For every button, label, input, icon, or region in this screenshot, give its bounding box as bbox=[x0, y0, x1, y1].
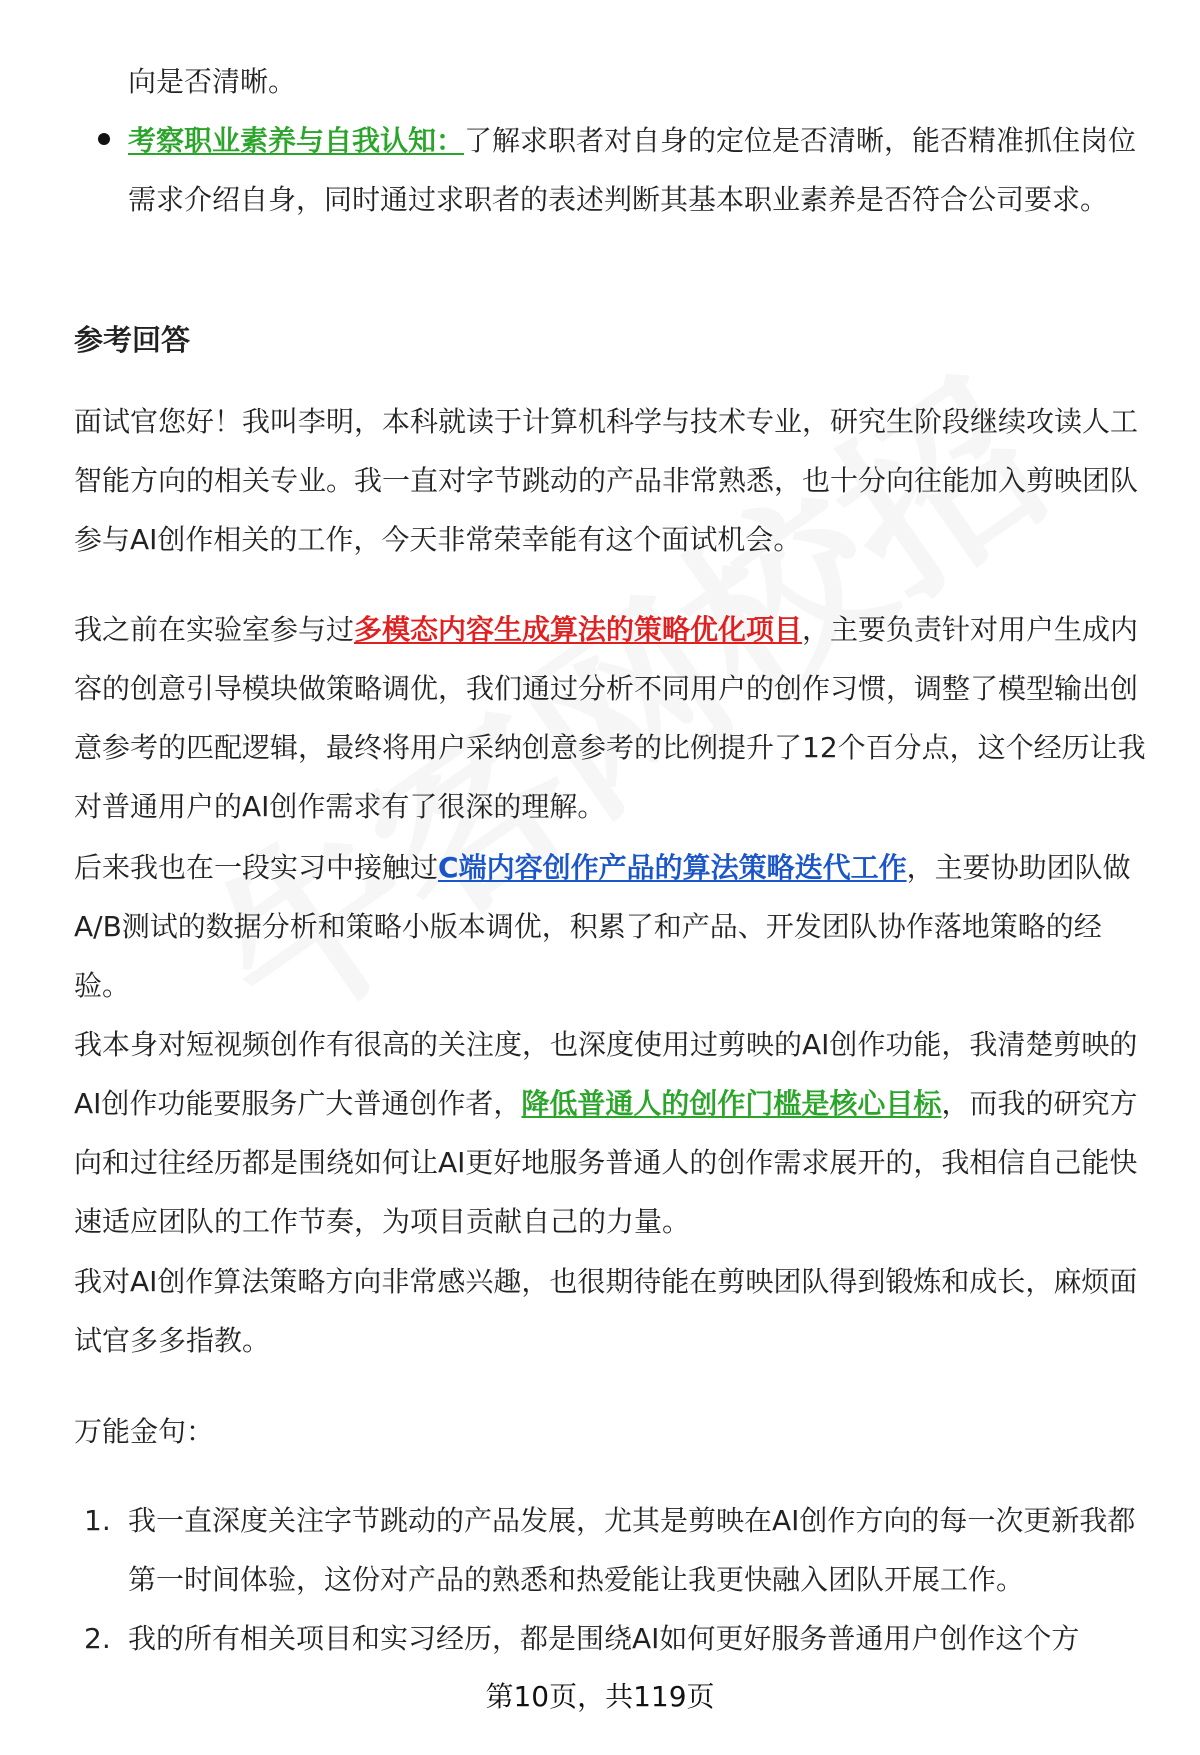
page-footer: 第10页，共119页 bbox=[485, 1680, 715, 1713]
paragraph-project bbox=[74, 600, 1154, 836]
paragraph-text: ，而我的研究方向和过往经历都是围绕如何让AI更好地服务普通人的创作需求展开的，我相信自己能快速适应团队的工作节奏，为项目贡献自己的力量。 bbox=[74, 1087, 1138, 1238]
paragraph-internship bbox=[74, 838, 1154, 1015]
list-number: 2. bbox=[84, 1622, 111, 1655]
paragraph-text: ，主要协助团队做A/B测试的数据分析和策略小版本调优，积累了和产品、开发团队协作落地策略的经验。 bbox=[74, 851, 1131, 1002]
bullet-label: 考察职业素养与自我认知： bbox=[128, 124, 465, 157]
paragraph-text: ，主要负责针对用户生成内容的创意引导模块做策略调优，我们通过分析不同用户的创作习惯，调整了模型输出创意参考的匹配逻辑，最终将用户采纳创意参考的比例提升了12个百分点，这个经历让我对普通用户的AI创作需求有了很深的理解。 bbox=[74, 613, 1146, 823]
highlight-internship: C端内容创作产品的算法策略迭代工作 bbox=[438, 851, 907, 884]
highlight-project: 多模态内容生成算法的策略优化项目 bbox=[354, 613, 803, 646]
paragraph-text: 我之前在实验室参与过 bbox=[74, 613, 355, 646]
golden-title: 万能金句： bbox=[74, 1415, 215, 1448]
list-number: 1. bbox=[84, 1504, 111, 1537]
highlight-goal: 降低普通人的创作门槛是核心目标 bbox=[521, 1087, 942, 1120]
paragraph-closing: 我对AI创作算法策略方向非常感兴趣，也很期待能在剪映团队得到锻炼和成长，麻烦面试官多多指教。 bbox=[74, 1265, 1138, 1357]
section-title: 参考回答 bbox=[74, 323, 191, 357]
bullet-item bbox=[128, 111, 1148, 229]
paragraph-text: 我本身对短视频创作有很高的关注度，也深度使用过剪映的AI创作功能，我清楚剪映的AI创作功能要服务广大普通创作者， bbox=[74, 1028, 1138, 1120]
paragraph-intro: 面试官您好！我叫李明，本科就读于计算机科学与技术专业，研究生阶段继续攻读人工智能方向的相关专业。我一直对字节跳动的产品非常熟悉，也十分向往能加入剪映团队参与AI创作相关的工作，今天非常荣幸能有这个面试机会。 bbox=[74, 405, 1139, 556]
list-item: 我一直深度关注字节跳动的产品发展，尤其是剪映在AI创作方向的每一次更新我都第一时间体验，这份对产品的熟悉和热爱能让我更快融入团队开展工作。 bbox=[128, 1504, 1136, 1596]
paragraph-motivation bbox=[74, 1015, 1154, 1251]
list-item: 我的所有相关项目和实习经历，都是围绕AI如何更好服务普通用户创作这个方 bbox=[128, 1622, 1080, 1655]
continuation-text: 向是否清晰。 bbox=[128, 65, 297, 98]
bullet-text: 了解求职者对自身的定位是否清晰，能否精准抓住岗位需求介绍自身，同时通过求职者的表述判断其基本职业素养是否符合公司要求。 bbox=[128, 124, 1137, 216]
bullet-dot-icon bbox=[98, 133, 110, 145]
paragraph-text: 后来我也在一段实习中接触过 bbox=[74, 851, 439, 884]
